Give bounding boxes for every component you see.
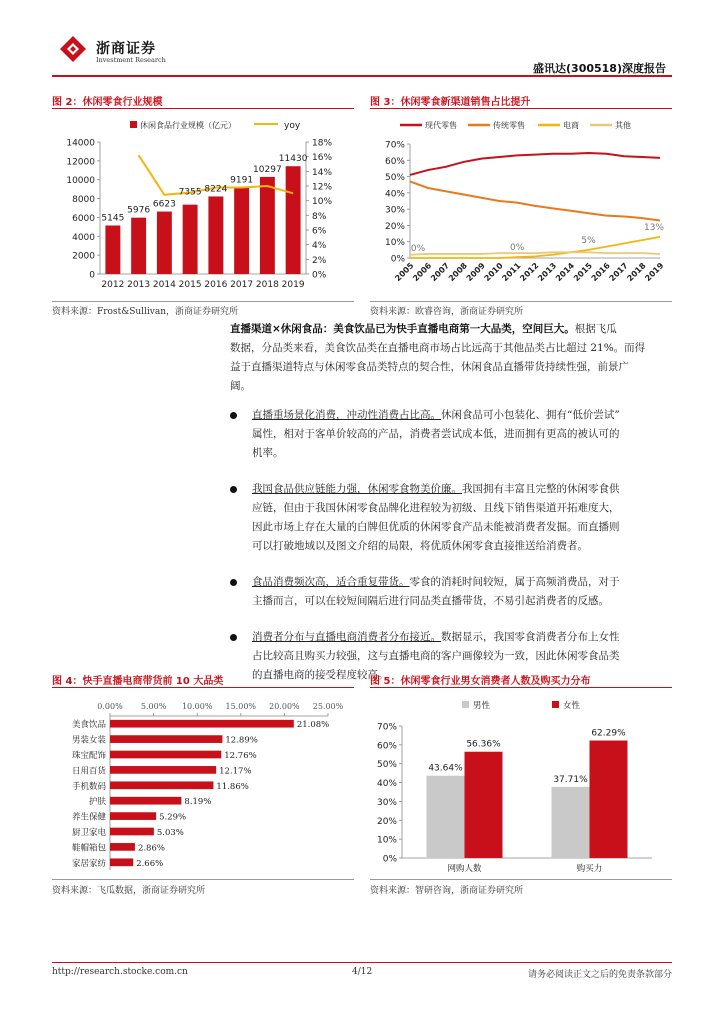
y-tick-label: 0% [390, 254, 405, 265]
x-tick-label: 2012 [518, 261, 541, 284]
brand-name-en: Investment Research [96, 56, 166, 64]
bullet-heading: 我国食品供应链能力强，休闲零食物美价廉。 [252, 483, 462, 495]
y-tick-label: 40% [376, 779, 397, 790]
bullet-line [252, 573, 672, 592]
bullet-line: 因此市场上存在大量的白牌但优质的休闲零食产品未能被消费者发掘。而直播则 [252, 521, 620, 533]
x-tick-label: 2016 [204, 280, 228, 290]
legend-swatch-bar [130, 121, 137, 128]
bar-data-label: 11430 [278, 154, 308, 165]
fig4-title-rule [52, 687, 354, 688]
bullet-text: 休闲食品可小包装化、拥有“低价尝试” [441, 409, 620, 421]
bar-data-label: 5976 [127, 205, 151, 216]
bar-data-label: 5.03% [156, 828, 184, 838]
bar [286, 166, 301, 274]
fig4-chart [52, 692, 354, 876]
bar [110, 843, 135, 851]
legend-label: 女性 [563, 701, 581, 711]
y-tick-label-left: 6000 [72, 213, 95, 224]
y-tick-label: 60% [384, 156, 405, 167]
fig3-bottom-rule [370, 301, 672, 302]
y-tick-label: 30% [376, 797, 397, 808]
fig5-title-rule [370, 687, 672, 688]
y-tick-label: 20% [384, 221, 405, 232]
y-tick-label-left: 12000 [66, 157, 95, 168]
ecommerce-annotation: 13% [643, 222, 665, 233]
bullet-heading: 直播重场景化消费，冲动性消费占比高。 [252, 409, 441, 421]
x-tick-label: 2012 [101, 280, 125, 290]
bar [157, 212, 172, 274]
legend-label: 其他 [615, 121, 631, 130]
bullet-dot-icon [230, 579, 237, 586]
bullet-line: 应链，但由于我国休闲零食品牌化进程较为初级、且线下销售渠道开拓难度大， [252, 502, 620, 514]
bar-data-label: 6623 [152, 199, 176, 210]
bar [110, 812, 156, 820]
bar-data-label: 9191 [230, 175, 254, 186]
bullet-heading: 消费者分布与直播电商消费者分布接近。 [252, 631, 441, 643]
bar [110, 828, 154, 836]
fig4-title: 图 4：快手直播电商带货前 10 大品类 [52, 676, 224, 687]
category-label: 护肤 [88, 797, 106, 808]
x-tick-label: 2019 [281, 280, 305, 290]
x-tick-label: 2007 [429, 261, 452, 284]
y-tick-label: 30% [384, 205, 405, 216]
bar-data-label: 12.89% [225, 735, 258, 746]
y-tick-label-left: 2000 [72, 251, 95, 262]
lead-paragraph [230, 320, 672, 396]
x-tick-label: 10.00% [181, 702, 213, 711]
fig2-title: 图 2：休闲零食行业规模 [52, 97, 163, 108]
category-label: 养生保健 [71, 812, 106, 823]
bullet-item [252, 406, 672, 463]
category-label: 鞋帽箱包 [71, 843, 106, 854]
bullet-line: 主播而言，可以在较短间隔后进行同品类直播带货，不易引起消费者的反感。 [252, 595, 609, 607]
x-tick-label: 0.00% [97, 702, 123, 711]
y-tick-label: 50% [376, 760, 397, 771]
x-tick-label: 2018 [255, 280, 279, 290]
footer-divider [52, 962, 672, 963]
y-tick-label-left: 4000 [72, 232, 95, 243]
y-tick-label-left: 14000 [66, 138, 95, 149]
x-tick-label: 2017 [607, 261, 630, 284]
bullet-line: 的直播电商的接受程度较高。 [252, 669, 389, 681]
x-tick-label: 2015 [571, 261, 594, 284]
series-line [410, 153, 660, 175]
legend-label-line: yoy [284, 121, 301, 131]
category-label: 日用百货 [71, 766, 106, 777]
y-tick-label: 10% [376, 835, 397, 846]
bullet-line: 属性，相对于客单价较高的产品，消费者尝试成本低，进而拥有更高的被认可的 [252, 428, 620, 440]
category-label: 男装女装 [71, 735, 106, 746]
y-tick-label-right: 8% [312, 211, 327, 222]
y-tick-label: 40% [384, 189, 405, 200]
bar-data-label: 7355 [178, 187, 202, 198]
lead-bold: 直播渠道×休闲食品：美食饮品已为快手直播电商第一大品类，空间巨大。 [230, 323, 575, 335]
brand-name: 浙商证券 [96, 41, 156, 57]
bar-data-label: 2.66% [136, 858, 164, 869]
bar-data-label: 5.29% [159, 812, 187, 823]
y-tick-label-right: 18% [312, 138, 333, 149]
x-tick-label: 2017 [230, 280, 254, 290]
fig3-source: 资料来源：欧睿咨询，浙商证券研究所 [370, 307, 524, 317]
bar [183, 205, 198, 274]
series-line [410, 252, 660, 254]
x-tick-label: 2013 [536, 261, 559, 284]
fig4-source: 资料来源：飞瓜数据，浙商证券研究所 [52, 886, 206, 896]
bullet-text: 数据显示，我国零食消费者分布上女性 [441, 631, 620, 643]
series-line [410, 181, 660, 220]
legend-label: 男性 [473, 701, 491, 711]
bar [208, 196, 223, 274]
x-tick-label: 购买力 [576, 864, 603, 874]
bar [110, 766, 216, 774]
y-tick-label: 10% [384, 238, 405, 249]
bar-data-label: 56.36% [466, 739, 501, 750]
bullet-line: 占比较高且购买力较强，这与直播电商的客户画像较为一致，因此休闲零食品类 [252, 650, 620, 662]
x-tick-label: 20.00% [269, 702, 300, 711]
bar [260, 177, 275, 274]
bullet-line [252, 628, 672, 647]
category-label: 珠宝配饰 [71, 751, 106, 761]
x-tick-label: 15.00% [225, 702, 257, 711]
x-tick-label: 2015 [178, 280, 202, 290]
x-tick-label: 2006 [411, 261, 434, 284]
footer-disclaimer: 请务必阅读正文之后的免责条款部分 [527, 970, 672, 980]
fig5-bottom-rule [370, 879, 672, 880]
bullet-heading: 食品消费频次高，适合重复带货。 [252, 576, 410, 588]
y-tick-label: 70% [376, 722, 397, 733]
fig2-chart [52, 112, 354, 300]
fig3-chart [370, 112, 672, 300]
x-tick-label: 2005 [393, 261, 416, 284]
bullet-dot-icon [230, 412, 237, 419]
x-tick-label: 2018 [625, 261, 648, 284]
bar-data-label: 2.86% [137, 843, 165, 854]
y-tick-label-left: 8000 [72, 195, 95, 206]
bar [590, 741, 628, 858]
fig2-bottom-rule [52, 301, 354, 302]
bar-data-label: 5145 [101, 213, 125, 224]
report-title: 盛讯达(300518)深度报告 [533, 62, 666, 75]
bar-data-label: 12.76% [224, 751, 257, 761]
bullet-line: 机率。 [252, 447, 284, 459]
bullet-text: 我国拥有丰富且完整的休闲零食供 [462, 483, 620, 495]
bar [465, 752, 503, 858]
x-tick-label: 25.00% [312, 702, 344, 711]
x-tick-label: 2013 [127, 280, 151, 290]
y-tick-label-right: 16% [312, 153, 333, 164]
bar [552, 787, 590, 858]
bar [131, 218, 146, 274]
bar [110, 781, 213, 789]
fig2-title-rule [52, 108, 354, 109]
x-tick-label: 2010 [482, 261, 505, 284]
bar [105, 225, 120, 274]
y-tick-label-right: 12% [312, 182, 333, 193]
legend-label: 现代零售 [425, 121, 457, 130]
header-divider [52, 75, 672, 77]
ecommerce-annotation: 0% [410, 244, 426, 254]
y-tick-label-right: 2% [312, 255, 327, 266]
lead-rest-1: 根据飞瓜 [574, 323, 617, 335]
bar-data-label: 21.08% [296, 720, 330, 731]
ecommerce-annotation: 0% [510, 243, 525, 254]
lead-line-2: 数据，分品类来看，美食饮品类在直播电商市场占比远高于其他品类占比超过 21%。而得 [230, 342, 646, 354]
legend-swatch-1 [552, 701, 559, 708]
y-tick-label: 50% [384, 173, 405, 184]
category-label: 手机数码 [71, 781, 106, 792]
y-tick-label: 70% [384, 140, 405, 151]
bar [110, 751, 221, 759]
y-tick-label-left: 0 [89, 270, 95, 281]
lead-line-3: 益于直播渠道特点与休闲零食品类特点的契合性，休闲食品直播带货持续性强，前景广 [230, 361, 629, 373]
footer-page-number: 4/12 [352, 967, 373, 977]
fig5-chart [370, 692, 672, 876]
bullet-dot-icon [230, 634, 237, 641]
legend-label: 传统零售 [493, 121, 525, 130]
bullet-line: 可以打破地域以及图文介绍的局限，将优质休闲零食直接推送给消费者。 [252, 540, 588, 552]
bar-data-label: 11.86% [216, 781, 249, 792]
bar-data-label: 8224 [204, 184, 228, 195]
bar-data-label: 43.64% [428, 763, 463, 774]
fig2-source: 资料来源：Frost&Sullivan，浙商证券研究所 [52, 307, 239, 317]
category-label: 家居家纺 [71, 858, 106, 869]
y-tick-label-right: 0% [312, 270, 327, 281]
x-tick-label: 2019 [643, 261, 666, 284]
category-label: 美食饮品 [71, 720, 106, 731]
bullet-line [252, 480, 672, 499]
y-tick-label-right: 6% [312, 226, 327, 237]
x-tick-label: 2009 [464, 261, 487, 284]
y-tick-label-right: 10% [312, 197, 333, 208]
x-tick-label: 2014 [152, 280, 176, 290]
legend-label-bar: 休闲食品行业规模（亿元） [140, 121, 236, 130]
x-tick-label: 5.00% [140, 702, 167, 711]
y-tick-label: 20% [376, 816, 397, 827]
fig5-source: 资料来源：智研咨询，浙商证券研究所 [370, 886, 524, 896]
category-label: 厨卫家电 [71, 828, 106, 838]
bar [110, 720, 294, 728]
legend-swatch-0 [462, 701, 469, 708]
bullet-text: 零食的消耗时间较短，属于高频消费品，对于 [409, 576, 620, 588]
bar-data-label: 12.17% [219, 766, 252, 777]
y-tick-label-left: 10000 [66, 176, 95, 187]
ecommerce-annotation: 5% [581, 235, 596, 246]
x-tick-label: 2014 [554, 261, 577, 284]
bar [110, 735, 222, 743]
y-tick-label-right: 4% [312, 241, 327, 252]
legend-label: 电商 [563, 121, 579, 130]
bullet-dot-icon [230, 486, 237, 493]
bullet-item [252, 573, 672, 611]
fig3-title: 图 3：休闲零食新渠道销售占比提升 [370, 97, 531, 108]
x-tick-label: 2011 [500, 261, 523, 284]
lead-line-1 [230, 320, 672, 339]
bar [110, 797, 181, 805]
bar-data-label: 62.29% [591, 728, 626, 739]
bar-data-label: 10297 [253, 164, 282, 175]
x-tick-label: 网购人数 [447, 864, 482, 874]
bullet-line [252, 406, 672, 425]
bar-data-label: 8.19% [184, 797, 212, 808]
lead-line-4: 阔。 [230, 380, 251, 392]
fig5-title: 图 5：休闲零食行业男女消费者人数及购买力分布 [370, 676, 591, 687]
bar [427, 776, 465, 858]
logo-icon [58, 34, 88, 64]
y-tick-label: 0% [382, 854, 397, 865]
x-tick-label: 2016 [589, 261, 612, 284]
fig4-bottom-rule [52, 879, 354, 880]
fig3-title-rule [370, 108, 672, 109]
bullet-item [252, 480, 672, 556]
x-tick-label: 2008 [446, 261, 469, 284]
y-tick-label: 60% [376, 741, 397, 752]
footer-url[interactable]: http://research.stocke.com.cn [52, 967, 188, 977]
bar [110, 858, 133, 866]
y-tick-label-right: 14% [312, 167, 333, 178]
bar-data-label: 37.71% [553, 774, 588, 785]
bar [234, 187, 249, 274]
